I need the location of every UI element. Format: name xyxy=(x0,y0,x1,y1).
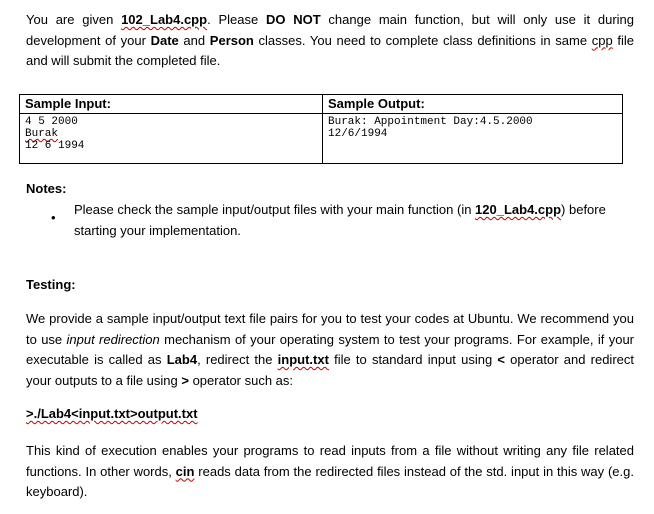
sample-output-header: Sample Output: xyxy=(323,95,622,114)
testing-text: , redirect the xyxy=(197,352,278,367)
testing-text: mechanism of your operating system to test your programs. For example, if your executable is called as xyxy=(26,331,634,367)
sample-input-line: 4 5 2000 xyxy=(25,116,78,128)
execution-text: reads data from the redirected files instead of the std. input in this way (e.g. keyboard). xyxy=(26,463,634,499)
intro-cpp: cpp xyxy=(591,32,613,48)
intro-text: You are given xyxy=(26,12,122,27)
sample-output-content xyxy=(328,116,617,140)
notes-filename: 120_Lab4.cpp xyxy=(475,202,562,217)
intro-text: . Please xyxy=(207,12,266,27)
testing-lt-operator: < xyxy=(497,352,505,367)
sample-output-cell xyxy=(323,95,622,163)
execution-cin: cin xyxy=(175,463,195,479)
intro-filename: 102_Lab4.cpp xyxy=(121,12,208,27)
execution-paragraph xyxy=(26,441,634,503)
notes-heading-text: Notes: xyxy=(26,181,67,196)
testing-heading xyxy=(26,275,634,296)
sample-input-cell xyxy=(20,95,323,163)
testing-paragraph xyxy=(26,309,634,391)
intro-text: and xyxy=(178,32,210,48)
intro-text: classes. You need to complete class definitions in same xyxy=(253,32,592,48)
testing-input-file: input.txt xyxy=(277,352,329,367)
notes-text: Please check the sample input/output files with your main function (in xyxy=(74,202,476,217)
sample-input-line: 12 6 1994 xyxy=(25,140,85,152)
command-line xyxy=(26,404,634,425)
testing-gt-operator: > xyxy=(181,372,189,388)
testing-text: file to standard input using xyxy=(328,352,498,367)
intro-do-not: DO NOT xyxy=(265,12,321,27)
sample-output-line: Burak: Appointment Day:4.5.2000 xyxy=(328,116,533,128)
intro-text: file and will submit the completed file. xyxy=(26,32,635,68)
testing-emphasis: input redirection xyxy=(66,331,160,347)
testing-text: operator such as: xyxy=(188,372,294,388)
testing-text: operator and redirect your outputs to a file using xyxy=(26,352,634,388)
testing-executable: Lab4 xyxy=(166,352,198,367)
notes-heading xyxy=(26,179,634,200)
intro-date-class: Date xyxy=(150,32,179,48)
testing-heading-text: Testing: xyxy=(26,277,76,292)
bullet-icon: • xyxy=(51,210,56,225)
intro-paragraph xyxy=(26,10,634,72)
sample-input-header: Sample Input: xyxy=(20,95,322,114)
sample-output-line: 12/6/1994 xyxy=(328,128,388,140)
notes-text: ) before starting your implementation. xyxy=(74,202,606,238)
sample-io-table xyxy=(19,94,623,164)
sample-input-line: Burak xyxy=(25,128,59,140)
intro-person-class: Person xyxy=(209,32,254,48)
sample-input-content xyxy=(25,116,317,152)
intro-text: change main function, but will only use it during development of your xyxy=(26,12,634,48)
testing-text: We provide a sample input/output text file pairs for you to test your codes at Ubuntu. We recommend you to use xyxy=(26,311,634,347)
notes-item xyxy=(74,200,634,241)
execution-text: This kind of execution enables your programs to read inputs from a file without writing any file related functions. In other words, xyxy=(26,443,634,479)
command-text: >./Lab4<input.txt>output.txt xyxy=(26,406,198,421)
